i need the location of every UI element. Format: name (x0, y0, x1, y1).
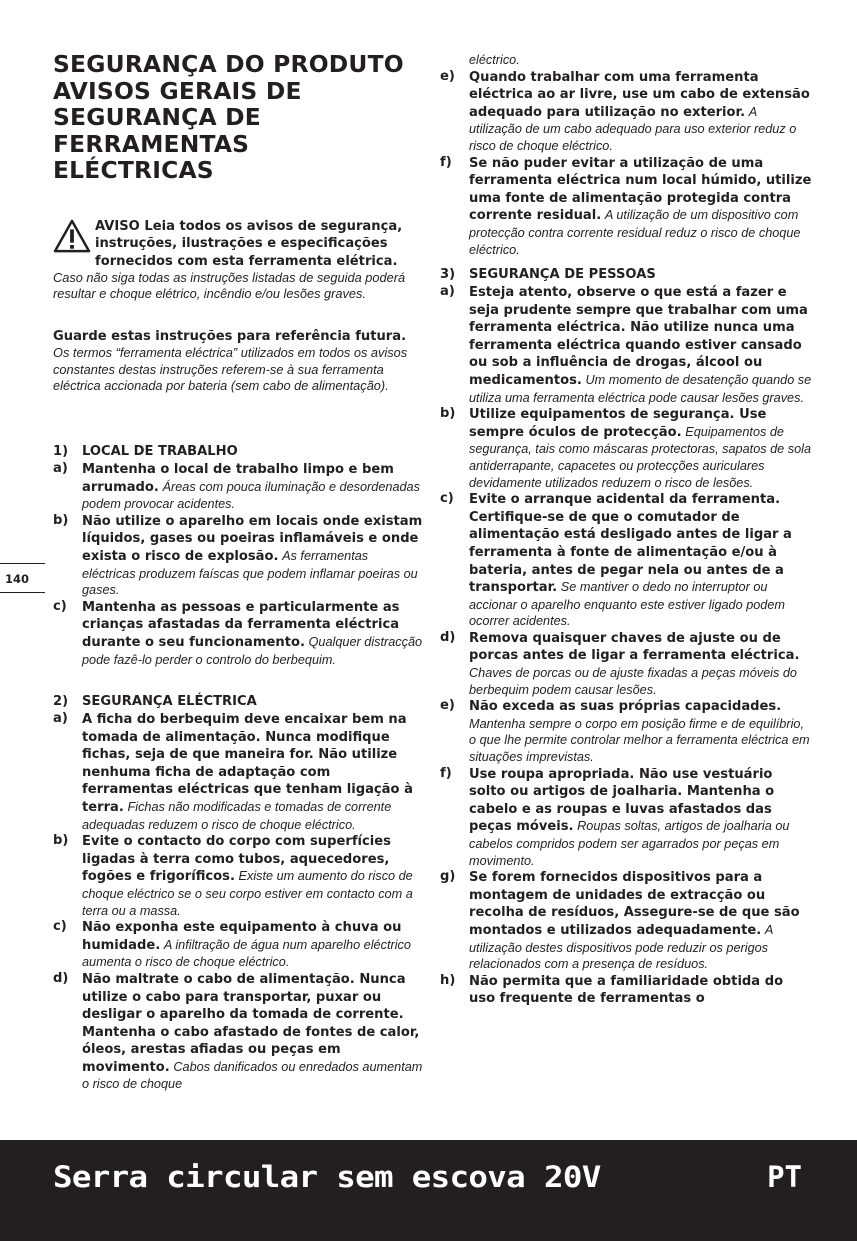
list-item (440, 973, 812, 1008)
section-heading (53, 444, 423, 461)
item-italic: As ferramentas eléctricas produzem faíscas que podem inflamar poeiras ou gases. (82, 548, 418, 598)
item-italic: eléctrico. (469, 53, 520, 67)
section-heading (440, 267, 812, 284)
list-item (440, 630, 812, 698)
section-heading (53, 694, 423, 711)
item-bold: Se forem fornecidos dispositivos para a montagem de unidades de extracção ou recolha de resíduos, Assegure-se de que são montados e utilizados adequadamente. (469, 870, 800, 938)
item-bold: Evite o contacto do corpo com superfícies ligadas à terra como tubos, aquecedores, fogões e frigoríficos. (82, 834, 391, 885)
item-bold: Não permita que a familiaridade obtida do uso frequente de ferramentas o (469, 973, 784, 1007)
item-label: b) (53, 512, 69, 528)
list-item (440, 698, 812, 765)
item-label: b) (53, 833, 69, 849)
list-item (440, 766, 812, 870)
item-label: a) (53, 711, 68, 726)
list-item (53, 711, 423, 833)
list-item (440, 869, 812, 973)
item-label: h) (440, 972, 456, 988)
item-label: d) (440, 629, 456, 645)
keep-instructions (53, 329, 418, 394)
item-italic: Um momento de desatenção quando se utiliza uma ferramenta eléctrica pode causar lesões graves. (469, 372, 812, 405)
item-bold: A ficha do berbequim deve encaixar bem na tomada de alimentação. Nunca modifique fichas, seja de que maneira for. Não utilize nenhuma ficha de adaptação com ferramentas eléctricas que tenham ligação à terra. (82, 712, 413, 815)
item-bold: Use roupa apropriada. Não use vestuário solto ou artigos de joalharia. Mantenha o cabelo e as roupas e luvas afastados das peças móveis. (469, 766, 775, 835)
list-item (53, 513, 423, 599)
warning-bold-text: AVISO Leia todos os avisos de segurança, instruções, ilustrações e especificações fornecidos com esta ferramenta elétrica. (95, 219, 403, 269)
list-item (53, 919, 423, 971)
item-italic: Existe um aumento do risco de choque eléctrico se o seu corpo estiver em contacto com a terra ou a massa. (82, 869, 413, 918)
item-bold: Não exponha este equipamento à chuva ou humidade. (82, 920, 402, 953)
list-item (440, 284, 812, 406)
section-work-area (53, 444, 423, 668)
item-italic: Qualquer distracção pode fazê-lo perder o controlo do berbequim. (82, 634, 423, 667)
item-italic: A infiltração de água num aparelho eléctrico aumenta o risco de choque eléctrico. (82, 937, 411, 970)
item-label: c) (53, 598, 67, 614)
item-label: e) (440, 698, 455, 714)
footer-language-code: PT (767, 1160, 802, 1194)
warning-italic-text: Caso não siga todas as instruções listadas de seguida poderá resultar e choque elétrico, incêndio e/ou lesões graves. (53, 269, 406, 302)
section-number: 2) (53, 694, 69, 709)
item-bold: Não utilize o aparelho em locais onde existam líquidos, gases ou poeiras inflamáveis e onde exista o risco de explosão. (82, 513, 423, 564)
section-electrical-safety-continued (440, 52, 812, 258)
item-label: f) (440, 154, 452, 170)
item-italic: Áreas com pouca iluminação e desordenadas podem provocar acidentes. (82, 479, 420, 512)
item-bold: Esteja atento, observe o que está a fazer e seja prudente sempre que trabalhar com uma ferramenta eléctrica. Não utilize nunca uma ferramenta eléctrica quando estiver cansado ou sob a influência de drogas, álcool ou medicamentos. (469, 285, 808, 388)
item-italic: A utilização de um cabo adequado para uso exterior reduz o risco de choque eléctrico. (469, 104, 797, 153)
item-label: f) (440, 765, 452, 781)
keep-instructions-bold: Guarde estas instruções para referência futura. (53, 329, 407, 344)
item-label: a) (53, 461, 68, 476)
item-label: e) (440, 68, 455, 84)
item-italic: Equipamentos de segurança, tais como máscaras protectoras, sapatos de sola antiderrapante, capacetes ou protecções auriculares devidamente utilizados reduzem o risco de lesões. (469, 424, 812, 490)
item-bold: Não maltrate o cabo de alimentação. Nunca utilize o cabo para transportar, puxar ou desligar o aparelho da tomada de corrente. Mantenha o cabo afastado de fontes de calor, óleos, arestas afiadas ou peças em movimento. (82, 971, 420, 1075)
item-label: g) (440, 869, 456, 885)
item-bold: Mantenha as pessoas e particularmente as crianças afastadas da ferramenta eléctrica durante o seu funcionamento. (82, 599, 400, 650)
list-item (440, 491, 812, 630)
item-bold: Evite o arranque acidental da ferramenta. Certifique-se de que o comutador de alimentação está desligado antes de ligar a ferramenta à fonte de alimentação e/ou à bateria, antes de pegar nela ou antes de a transportar. (469, 492, 792, 596)
item-italic: Cabos danificados ou enredados aumentam o risco de choque (82, 1059, 423, 1092)
item-bold: Remova quaisquer chaves de ajuste ou de porcas antes de ligar a ferramenta eléctrica. (469, 630, 800, 664)
item-label: d) (53, 970, 69, 986)
item-label: a) (440, 284, 455, 299)
section-number: 1) (53, 444, 69, 459)
item-label: c) (53, 919, 67, 935)
item-label: c) (440, 491, 454, 507)
list-item (53, 971, 423, 1093)
item-italic: A utilização de um dispositivo com protecção contra corrente residual reduz o risco de choque eléctrico. (469, 208, 801, 257)
list-item (440, 52, 812, 69)
section-title: SEGURANÇA ELÉCTRICA (82, 694, 257, 709)
item-bold: Mantenha o local de trabalho limpo e bem arrumado. (82, 462, 394, 495)
item-italic: Mantenha sempre o corpo em posição firme e de equilíbrio, o que lhe permite controlar melhor a ferramenta eléctrica em situações imprevistas. (469, 716, 810, 765)
section-title: SEGURANÇA DE PESSOAS (469, 267, 656, 282)
item-italic: Se mantiver o dedo no interruptor ou accionar o aparelho enquanto este estiver ligado podem ocorrer acidentes. (469, 580, 785, 629)
item-italic: Chaves de porcas ou de ajuste fixadas a peças móveis do berbequim podem causar lesões. (469, 666, 797, 697)
item-italic: A utilização destes dispositivos pode reduzir os perigos relacionados com a presença de resíduos. (469, 922, 773, 972)
list-item (53, 833, 423, 919)
warning-block (53, 218, 418, 302)
list-item (440, 69, 812, 155)
item-label: b) (440, 406, 456, 422)
list-item (440, 406, 812, 491)
section-electrical-safety (53, 694, 423, 1093)
section-personal-safety (440, 267, 812, 1008)
list-item (53, 461, 423, 513)
item-italic: Roupas soltas, artigos de joalharia ou cabelos compridos podem ser agarrados por peças em movimento. (469, 819, 790, 868)
item-italic: Fichas não modificadas e tomadas de corrente adequadas reduzem o risco de choque eléctrico. (82, 799, 392, 832)
page-number: 140 (0, 563, 45, 593)
item-bold: Utilize equipamentos de segurança. Use sempre óculos de protecção. (469, 407, 767, 440)
page-title: SEGURANÇA DO PRODUTO AVISOS GERAIS DE SEGURANÇA DE FERRAMENTAS ELÉCTRICAS (53, 50, 404, 185)
item-bold: Se não puder evitar a utilização de uma ferramenta eléctrica num local húmido, utilize uma fonte de alimentação protegida contra corrente residual. (469, 155, 812, 224)
item-bold: Não exceda as suas próprias capacidades. (469, 699, 782, 715)
warning-triangle-icon (53, 219, 91, 253)
list-item (440, 155, 812, 259)
item-bold: Quando trabalhar com uma ferramenta eléctrica ao ar livre, use um cabo de extensão adequado para utilização no exterior. (469, 69, 810, 120)
section-number: 3) (440, 267, 456, 282)
footer-product-title: Serra circular sem escova 20V (53, 1160, 601, 1194)
keep-instructions-italic: Os termos “ferramenta eléctrica” utilizados em todos os avisos constantes destas instruções referem-se à sua ferramenta eléctrica accionada por bateria (sem cabo de alimentação). (53, 345, 408, 393)
list-item (53, 599, 423, 668)
section-title: LOCAL DE TRABALHO (82, 444, 238, 459)
